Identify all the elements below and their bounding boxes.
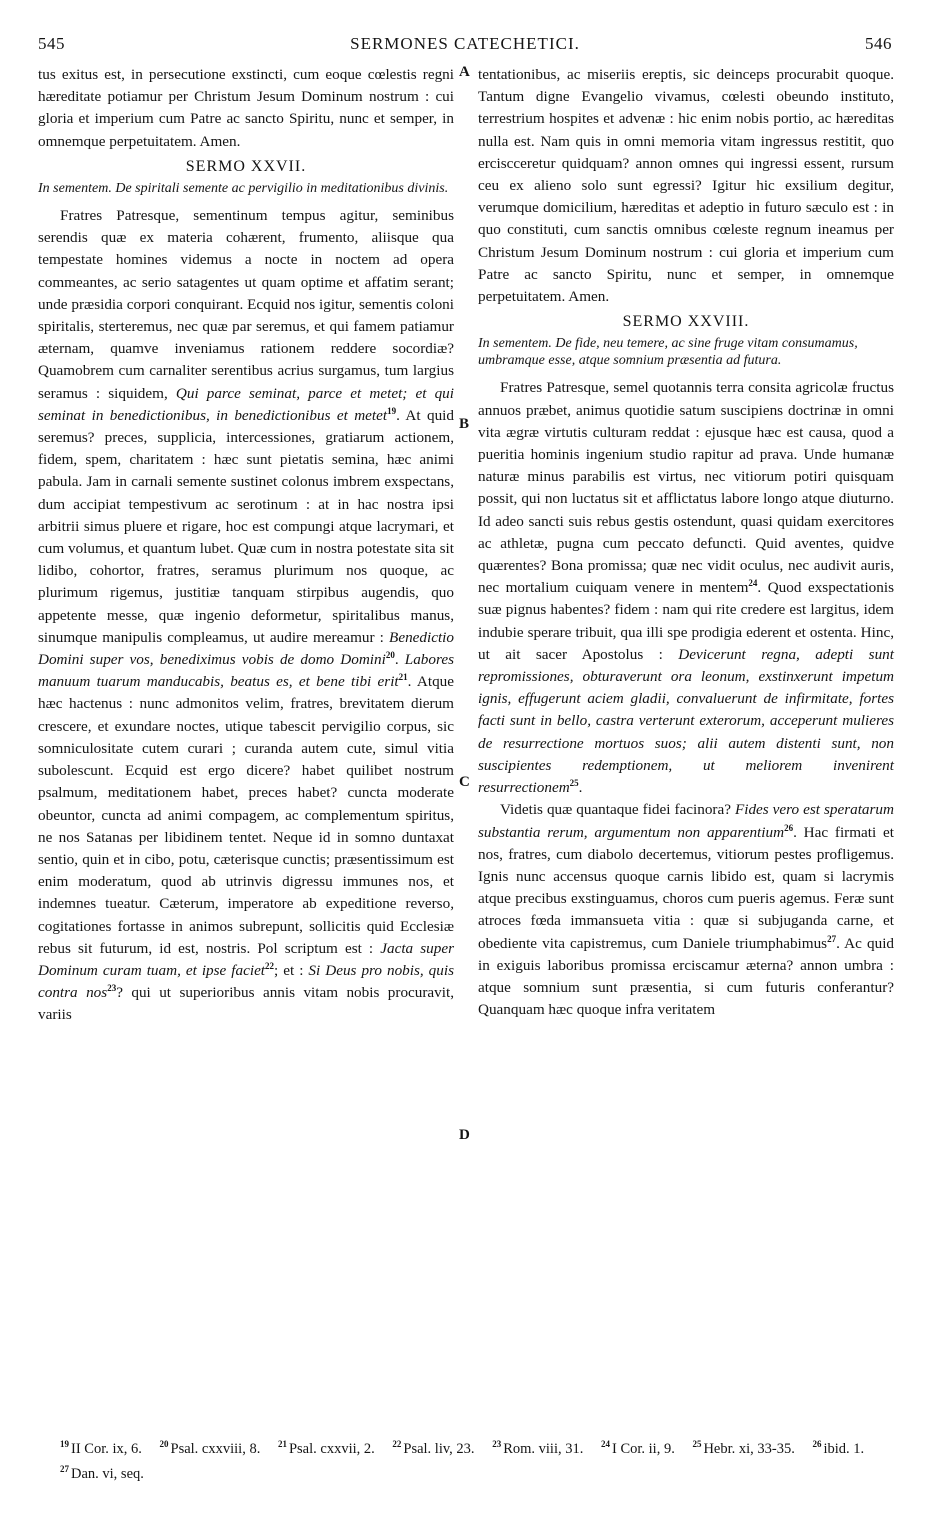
footnote: $^{27}$ Dan. vi, seq.: [60, 1463, 144, 1482]
running-title: SERMONES CATECHETICI.: [350, 34, 580, 53]
footnote: $^{23}$ Rom. viii, 31.: [492, 1439, 584, 1457]
right-intro-paragraph: tentationibus, ac miseriis ereptis, sic deinceps procurabit quoque. Tantum digne Evangelio vivamus, cœlesti obeundo instituto, terrestrium hospites et advenæ : hic enim nobis portio, ac hæreditas nulla est. Nam quis in omni memoria vitam ingressus restitit, quo erciscceretur quidquam? annon omnes qui ingressi essent, rursum ceu ex alieno solo sunt egressi? Igitur hic exsilium degitur, verumque domicilium, hæreditas et adeptio in futuro sæculo est : in quo constituti, cum sanctis omnibus cœleste regnum ineamus per Christum Jesum Dominum nostrum : cui gloria et imperium cum Patre ac sancto Spiritu, nunc et semper, in omnemque perpetuitatem. Amen.: [478, 66, 894, 306]
footnote: $^{25}$ Hebr. xi, 33-35.: [692, 1439, 795, 1457]
left-intro-paragraph: tus exitus est, in persecutione exstincti, cum eoque cœlestis regni hæreditate potiamur per Christum Jesum Dominum nostrum : cui gloria et imperium cum Patre ac sancto Spiritu, nunc et semper, in omnemque perpetuitatem. Amen.: [38, 66, 454, 150]
margin-marker-c: C: [459, 774, 470, 790]
sermon-27-title: SERMO XXVII.: [185, 157, 307, 175]
sermon-27-subtitle: In sementem. De spiritali semente ac pervigilio in meditationibus divinis.: [38, 181, 449, 197]
footnote: $^{19}$ II Cor. ix, 6.: [60, 1439, 142, 1457]
left-page-number: 545: [38, 34, 65, 53]
footnote: $^{21}$ Psal. cxxvii, 2.: [277, 1439, 375, 1457]
sermon-28-paragraph-2: Videtis quæ quantaque fidei facinora? Fides vero est speratarum substantia rerum, argumentum non apparentium$^{26}$. Hac firmati et nos, fratres, cum diabolo decertemus, vitiorum pestes profligemus. Ignis nunc accensus quoque carnis libido est, quam si lacrymis atque precibus exstinguamus, choros cum pueris agemus. Feræ sunt atroces fœda immansueta vitia : quæ si subjuganda carne, et obediente vita capistremus, cum Daniele triumphabimus$^{27}$. Ac quid in exiguis laboribus promissa erciscamur æterna? annon umbra : atque somnium sunt præsentia, si cum futuris conferantur? Quanquam hæc quoque infra veritatem: [478, 801, 895, 1019]
margin-marker-a: A: [459, 64, 470, 80]
footnotes: [60, 1434, 892, 1484]
sermon-28-paragraph-1: Fratres Patresque, semel quotannis terra consita agricolæ fructus annuos præbet, animus quotidie satum suscipiens doctrinæ in omni vita ægræ virtutis culturam reddat : ejusque hæc est causa, quod a pueritia hominis ingenium studio rapitur ad prava. Unde humanæ naturæ minus parabilis est virtus, nec vitiorum potiri quisquam possit, qui non luctatus sit et afflictatus labore longo atque diuturno. Id adeo sancti suis rebus gestis ostendunt, quasi quidam exercitores ac athletæ, pugna cum peccato defuncti. Quid aventes, quidve quærentes? Bona promissa; quæ nec vidit oculus, nec audivit auris, nec mortalium cuiquam venere in mentem$^{24}$. Quod exspectationis suæ pignus habentes? fidem : nam qui rite credere est largitus, idem indubie sperare tribuit, qua illi spe prodigia ederent et ostenta. Hinc, ut ait sacer Apostolus : Devicerunt regna, adepti sunt repromissiones, obturaverunt ora leonum, exstinxerunt impetum ignis, effugerunt aciem gladii, convaluerunt de infirmitate, fortes facti sunt in bello, castra verterunt exterorum, acceperunt mulieres de resurrectione mortuos suos; alii autem distenti sunt, non suscipientes redemptionem, ut meliorem invenirent resurrectionem$^{25}$.: [478, 379, 894, 797]
sermon-28-subtitle: In sementem. De fide, neu temere, ac sine fruge vitam consumamus, umbramque esse, atque somnium præsentia ad futura.: [478, 336, 858, 369]
footnote: $^{26}$ ibid. 1.: [812, 1439, 865, 1457]
page-header: [38, 34, 892, 58]
right-page-number: 546: [865, 34, 892, 53]
left-column: [38, 64, 454, 1027]
footnote: $^{24}$ I Cor. ii, 9.: [600, 1439, 675, 1457]
right-column: [478, 64, 894, 1021]
footnote: $^{20}$ Psal. cxxviii, 8.: [159, 1439, 261, 1457]
margin-marker-b: B: [459, 416, 470, 432]
sermon-27-paragraph: Fratres Patresque, sementinum tempus agitur, seminibus serendis quæ ex materia cohærent, frumento, aliisque qua tempestate homines videmus a nocte in noctem ad opera commeantes, ac serio satagentes ut quam optime et affatim serant; unde præsidia corpori conquirant. Ecquid nos igitur, sementis coloni spiritalis, sterteremus, nec quæ par seremus, et qui famem patiamur æternam, quamve inveniamus rationem reddere socordiæ? Quamobrem cum carnaliter serentibus acrius surgamus, tum largius seramus : siquidem, Qui parce seminat, parce et metet; et qui seminat in benedictionibus, in benedictionibus et metet$^{19}$. At quid seremus? preces, supplicia, intercessiones, gratiarum actionem, fidem, spem, charitatem : hæc sunt pietatis semina, hæc animi pabula. Jam in carnali semente sustinet colonus imbrem exspectans, dum accipiat tempestivum ac serotinum : at in hac nostra ipsi arbitrii simus pluere et rigare, hoc est compungi atque lacrymari, et cum volumus, et quantum lubet. Quæ cum in nostra potestate sita sit lidibo, cohortor, fratres, seramus plurimum nos quoque, ac plurimum rigemus, justitiæ tanquam stirpibus augendis, quo appetente messe, quæ ingenio deformetur, spiritalibus manus, sinumque manipulis compleamus, ut audire mereamur : Benedictio Domini super vos, benediximus vobis de domo Domini$^{20}$. Labores manuum tuarum manducabis, beatus es, et bene tibi erit$^{21}$. Atque hæc hactenus : nunc admonitos velim, fratres, brevitatem dierum crescere, et exundare noctes, utique tabescit pervigilio corpus, sic somniculositate cutem curari ; curanda autem cute, simul vitia subolescunt. Ecquid est ergo dicere? habet quilibet nostrum psalmum, meditationem habet, preces habet? cuncta moderate obeuntor, cuncta ad animi compagem, ac complementum spiritus, ne nos Satanas per libidinem tentet. Neque id in somno duntaxat sentio, quin et in cibo, potu, cæterisque cunctis; præsentissimum est enim moderatum, quod ab utrinvis digressu immunes nos, et indemnes tueatur. Cæterum, imperatore ab expeditione reverso, cogitationes fortasse in animos subrepunt, sollicitis quid Ecclesiæ rebus sit futurum, id est, nostris. Pol scriptum est : Jacta super Dominum curam tuam, et ipse faciet$^{22}$; et : Si Deus pro nobis, quis contra nos$^{23}$? qui ut superioribus annis vitam nobis procuravit, variis: [38, 207, 455, 1024]
margin-marker-d: D: [459, 1127, 470, 1143]
sermon-28-title: SERMO XXVIII.: [622, 313, 750, 331]
footnote: $^{22}$ Psal. liv, 23.: [392, 1439, 475, 1457]
